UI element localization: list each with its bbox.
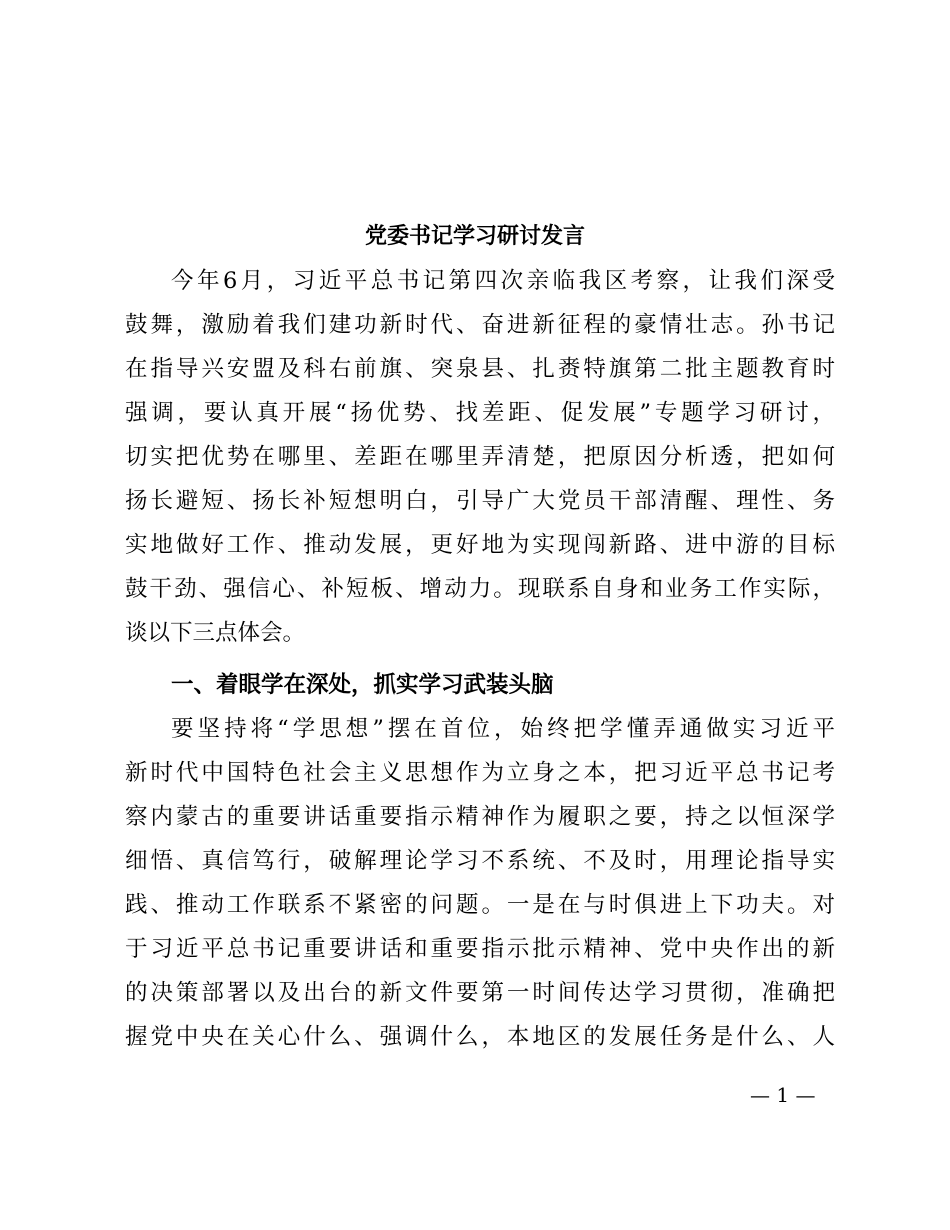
paragraph-2-line-5: 践、推动工作联系不紧密的问题。一是在与时俱进上下功夫。对: [125, 892, 835, 918]
section-1-heading: 一、着眼学在深处，抓实学习武装头脑: [171, 672, 554, 698]
paragraph-1-line-4: 强调，要认真开展“扬优势、找差距、促发展”专题学习研讨，: [125, 400, 835, 426]
paragraph-2-line-8: 握党中央在关心什么、强调什么，本地区的发展任务是什么、人: [125, 1024, 835, 1050]
paragraph-2-line-1: 要坚持将“学思想”摆在首位，始终把学懂弄通做实习近平: [171, 716, 835, 742]
paragraph-1-line-6: 扬长避短、扬长补短想明白，引导广大党员干部清醒、理性、务: [125, 488, 835, 514]
paragraph-1-line-8: 鼓干劲、强信心、补短板、增动力。现联系自身和业务工作实际，: [125, 576, 835, 602]
paragraph-2-line-2: 新时代中国特色社会主义思想作为立身之本，把习近平总书记考: [125, 760, 835, 786]
page-number: — 1 —: [750, 1083, 816, 1107]
paragraph-2-line-3: 察内蒙古的重要讲话重要指示精神作为履职之要，持之以恒深学: [125, 804, 835, 830]
paragraph-1-line-1: 今年6月，习近平总书记第四次亲临我区考察，让我们深受: [171, 268, 835, 294]
paragraph-1-line-5: 切实把优势在哪里、差距在哪里弄清楚，把原因分析透，把如何: [125, 444, 835, 470]
paragraph-1-line-7: 实地做好工作、推动发展，更好地为实现闯新路、进中游的目标: [125, 532, 835, 558]
paragraph-2-line-4: 细悟、真信笃行，破解理论学习不系统、不及时，用理论指导实: [125, 848, 835, 874]
paragraph-1-line-3: 在指导兴安盟及科右前旗、突泉县、扎赉特旗第二批主题教育时: [125, 356, 835, 382]
paragraph-2-line-7: 的决策部署以及出台的新文件要第一时间传达学习贯彻，准确把: [125, 980, 835, 1006]
paragraph-1-line-2: 鼓舞，激励着我们建功新时代、奋进新征程的豪情壮志。孙书记: [125, 312, 835, 338]
document-title: 党委书记学习研讨发言: [364, 223, 585, 249]
paragraph-1-line-9: 谈以下三点体会。: [125, 620, 306, 646]
paragraph-2-line-6: 于习近平总书记重要讲话和重要指示批示精神、党中央作出的新: [125, 936, 835, 962]
